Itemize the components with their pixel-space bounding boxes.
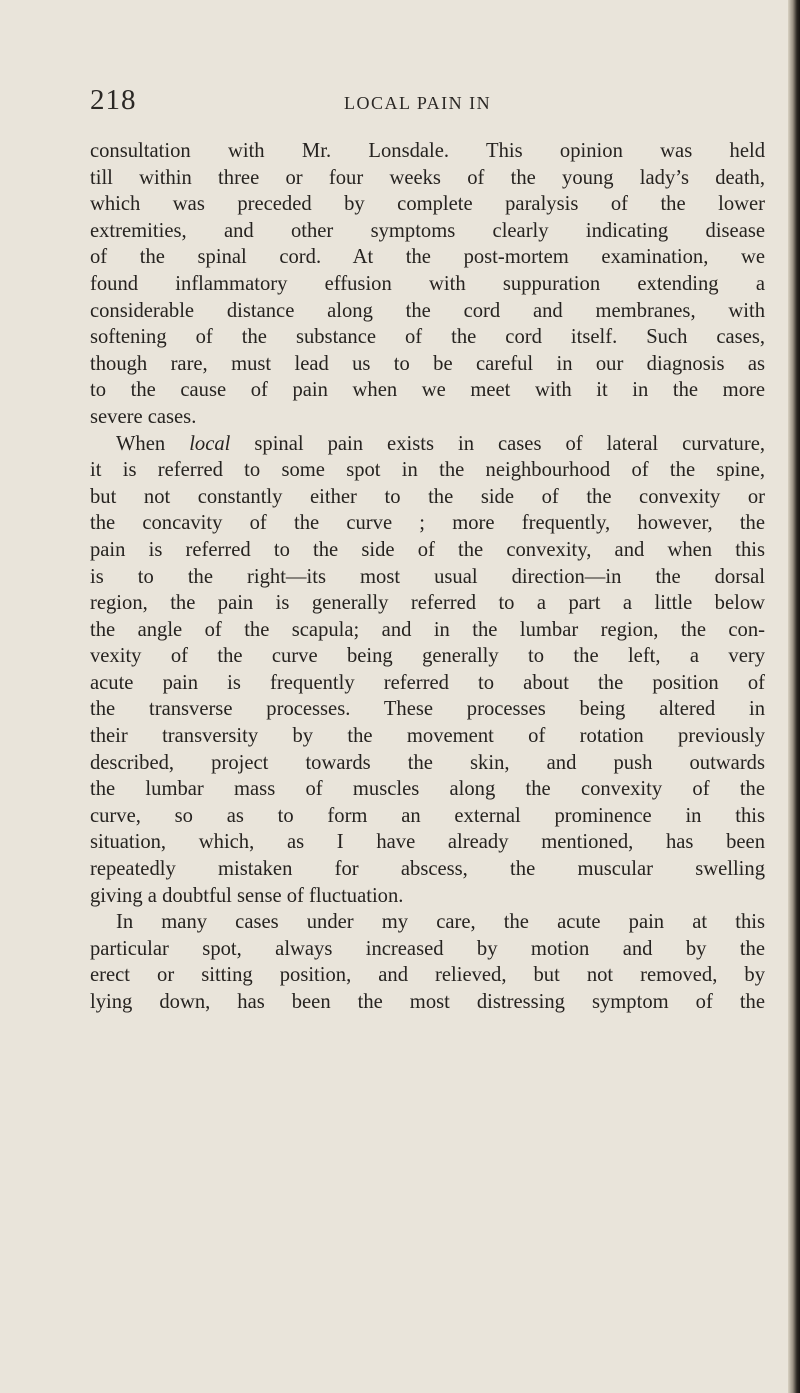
text-line: to the cause of pain when we meet with it in the more	[90, 379, 765, 402]
text-line: region, the pain is generally referred to a part a little below	[90, 592, 765, 615]
paragraph-start-line	[90, 431, 765, 458]
text-line: situation, which, as I have already mentioned, has been	[90, 831, 765, 854]
text-line: considerable distance along the cord and membranes, with	[90, 299, 765, 322]
paragraph-end-line: severe cases.	[90, 405, 197, 428]
italic-word: local	[189, 432, 231, 455]
text-line: described, project towards the skin, and push outwards	[90, 751, 765, 774]
text-run: When	[116, 432, 190, 455]
text-line: softening of the substance of the cord itself. Such cases,	[90, 326, 765, 349]
text-line: repeatedly mistaken for abscess, the muscular swelling	[90, 858, 765, 881]
text-line: the concavity of the curve ; more frequently, however, the	[90, 512, 765, 535]
page-edge-shadow	[788, 0, 800, 1393]
page-header	[90, 84, 770, 124]
running-head: LOCAL PAIN IN	[344, 93, 492, 113]
text-line: curve, so as to form an external prominence in this	[90, 804, 765, 827]
text-run: spinal pain exists in cases of lateral curvature,	[230, 432, 765, 455]
text-line: erect or sitting position, and relieved, but not removed, by	[90, 964, 765, 987]
body-text	[90, 138, 765, 1016]
paragraph-end-line: giving a doubtful sense of fluctuation.	[90, 884, 404, 907]
text-line: it is referred to some spot in the neighbourhood of the spine,	[90, 459, 765, 482]
text-line: the angle of the scapula; and in the lumbar region, the con-	[90, 618, 765, 641]
text-line: vexity of the curve being generally to the left, a very	[90, 645, 765, 668]
text-line: particular spot, always increased by motion and by the	[90, 937, 765, 960]
page-number: 218	[90, 84, 137, 116]
text-line: acute pain is frequently referred to about the position of	[90, 671, 765, 694]
text-line: extremities, and other symptoms clearly indicating disease	[90, 219, 765, 242]
text-line: pain is referred to the side of the convexity, and when this	[90, 538, 765, 561]
text-line: their transversity by the movement of rotation previously	[90, 725, 765, 748]
text-line: lying down, has been the most distressing symptom of the	[90, 991, 765, 1013]
text-line: though rare, must lead us to be careful in our diagnosis as	[90, 352, 765, 375]
text-line: but not constantly either to the side of the convexity or	[90, 485, 765, 508]
text-line: consultation with Mr. Lonsdale. This opinion was held	[90, 140, 765, 162]
text-line: the lumbar mass of muscles along the convexity of the	[90, 778, 765, 801]
text-line: which was preceded by complete paralysis of the lower	[90, 193, 765, 216]
paragraph-start-line: In many cases under my care, the acute pain at this	[116, 911, 765, 934]
text-line: the transverse processes. These processes being altered in	[90, 698, 765, 721]
text-line: of the spinal cord. At the post-mortem examination, we	[90, 246, 765, 269]
text-line: found inflammatory effusion with suppuration extending a	[90, 272, 765, 295]
text-line: is to the right—its most usual direction—in the dorsal	[90, 565, 765, 588]
text-line: till within three or four weeks of the young lady’s death,	[90, 166, 765, 189]
